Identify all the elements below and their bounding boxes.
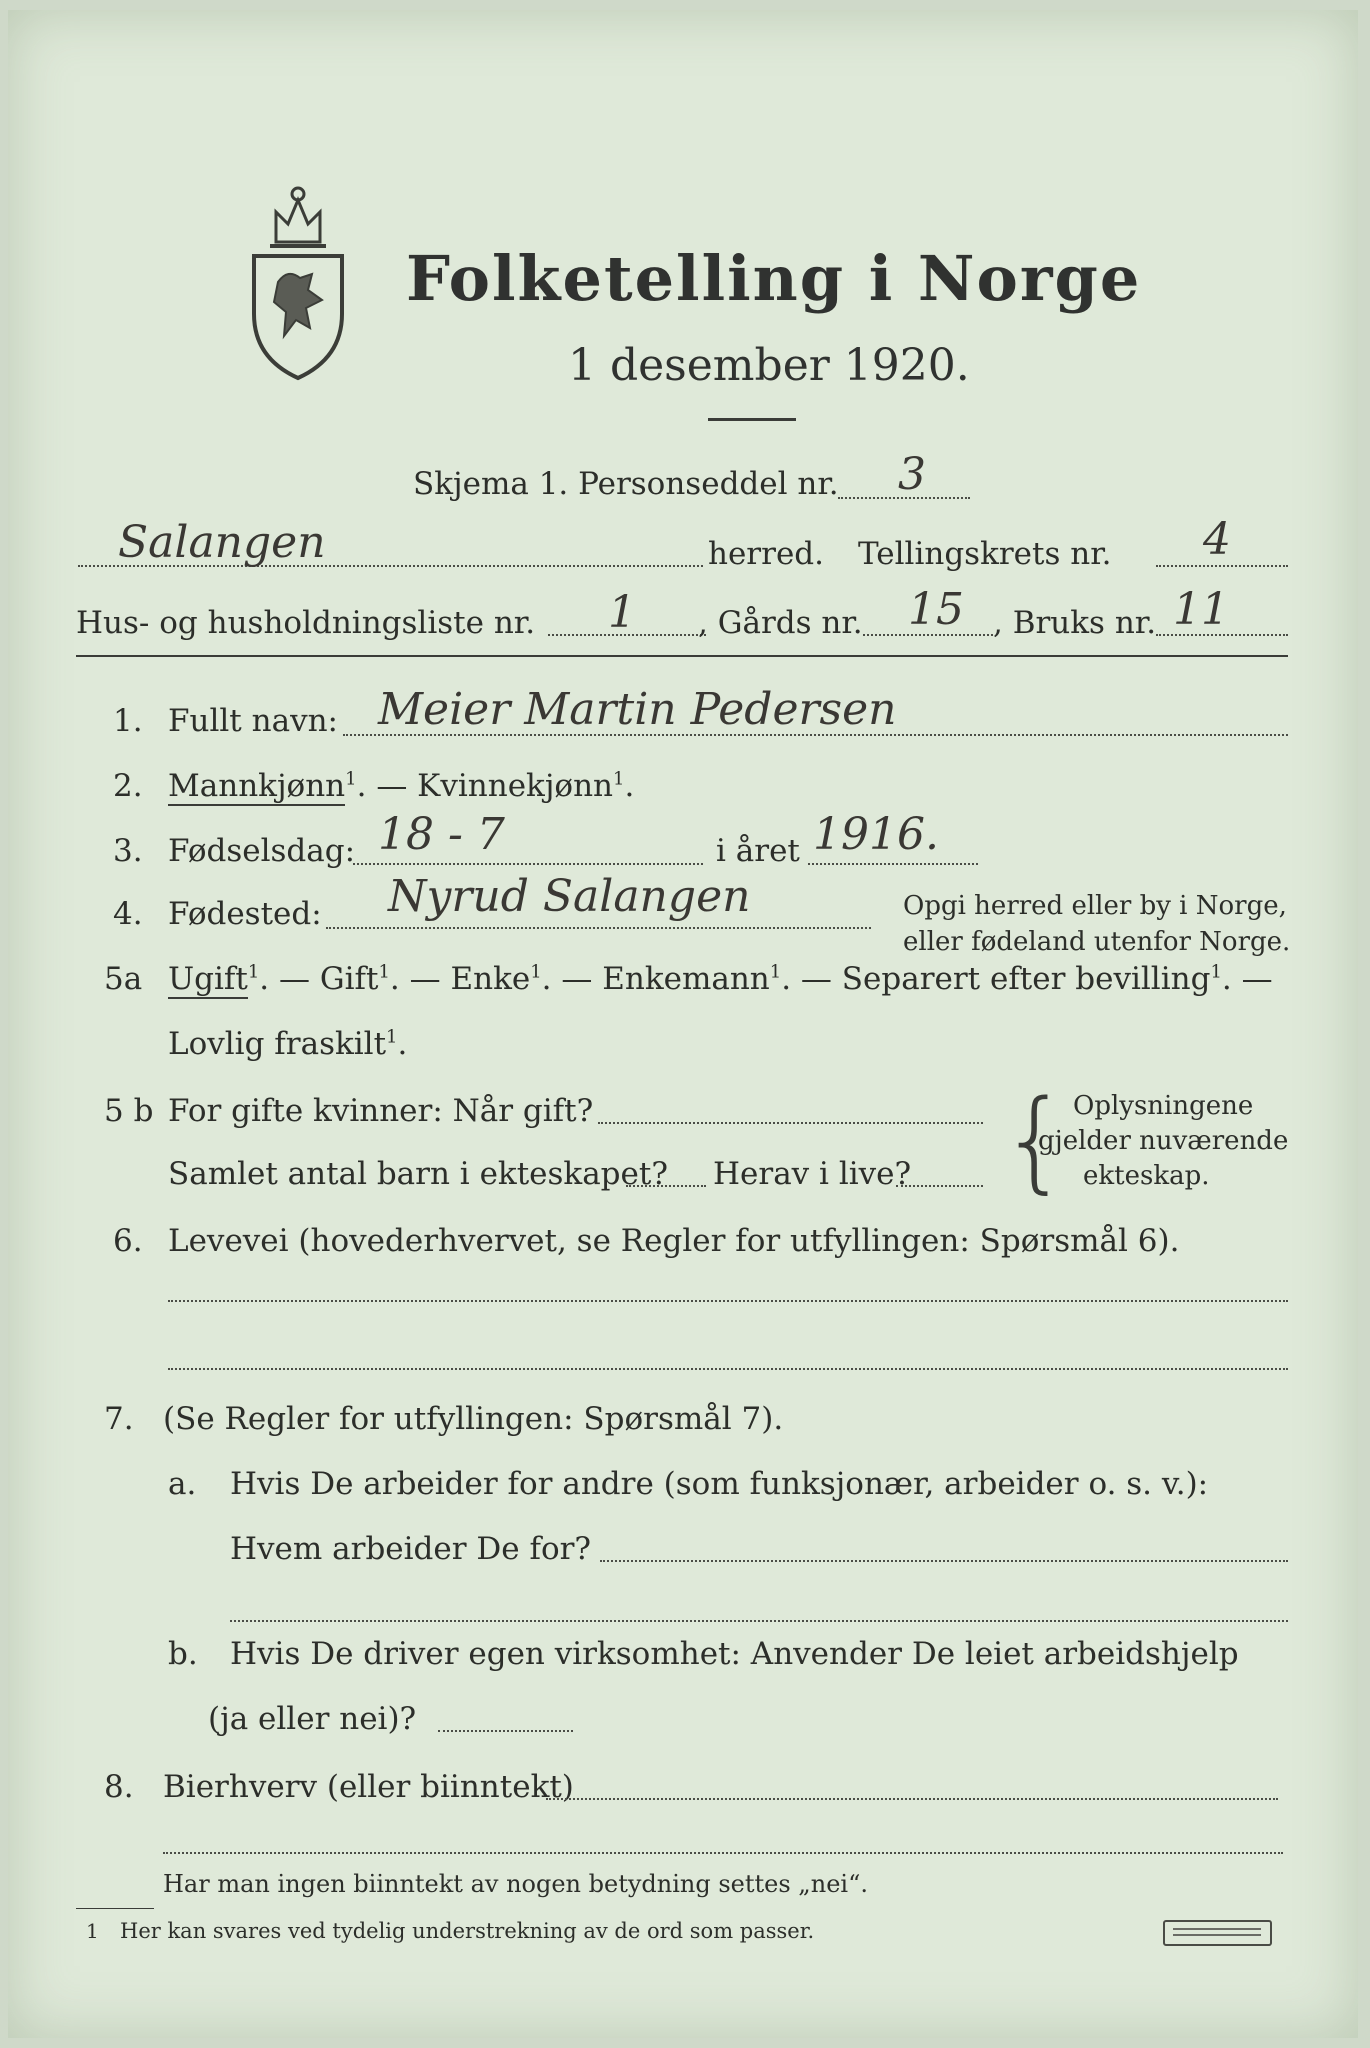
q1-number: 1. [113, 703, 143, 739]
form-subtitle: 1 desember 1920. [568, 340, 970, 391]
birth-year-value[interactable]: 1916. [813, 809, 939, 860]
q4-note-2: eller fødeland utenfor Norge. [903, 927, 1291, 957]
q7-number: 7. [104, 1401, 134, 1437]
q3-year-line [808, 863, 978, 865]
schema-number-value[interactable]: 3 [898, 449, 926, 500]
q7a-line-2 [230, 1620, 1288, 1622]
q8-label: Bierhverv (eller biinntekt) [163, 1769, 574, 1805]
form-title: Folketelling i Norge [406, 242, 1142, 315]
q1-label: Fullt navn: [168, 703, 338, 739]
q5b-married-line [598, 1122, 983, 1124]
q5b-note-1: Oplysningene [1073, 1091, 1254, 1121]
gards-label: , Gårds nr. [698, 605, 863, 641]
q8-line-1 [546, 1798, 1278, 1800]
hus-label: Hus- og husholdningsliste nr. [76, 605, 536, 641]
q3-field-line [353, 863, 703, 865]
q7a-number: a. [168, 1466, 197, 1502]
q4-note-1: Opgi herred eller by i Norge, [903, 891, 1287, 921]
tellingskrets-field-line [1156, 565, 1288, 567]
q7-label: (Se Regler for utfyllingen: Spørsmål 7). [163, 1401, 784, 1437]
q8-line-2 [163, 1852, 1283, 1854]
biinntekt-note: Har man ingen biinntekt av nogen betydning settes „nei“. [163, 1870, 868, 1898]
q6-number: 6. [113, 1223, 143, 1259]
birthplace-value[interactable]: Nyrud Salangen [388, 871, 751, 922]
q7b-label-2: (ja eller nei)? [208, 1701, 417, 1737]
q4-label: Fødested: [168, 896, 322, 932]
q5b-alive-line [896, 1185, 983, 1187]
q7a-line-1 [600, 1560, 1288, 1562]
q5a-line2[interactable]: Lovlig fraskilt$^1$. [168, 1026, 408, 1062]
title-divider [708, 418, 796, 421]
footnote-rule [76, 1908, 154, 1909]
coat-of-arms-icon [236, 182, 360, 382]
q7b-line [438, 1730, 573, 1732]
q6-label: Levevei (hovederhvervet, se Regler for utfyllingen: Spørsmål 6). [168, 1223, 1180, 1259]
gards-value[interactable]: 15 [908, 584, 964, 635]
q4-field-line [326, 927, 871, 929]
q3-year-label: i året [716, 833, 800, 869]
q7a-label: Hvis De arbeider for andre (som funksjonær, arbeider o. s. v.): [230, 1466, 1209, 1502]
q6-line-2 [168, 1368, 1288, 1370]
herred-label: herred. [708, 536, 824, 572]
q8-number: 8. [104, 1769, 134, 1805]
tellingskrets-value[interactable]: 4 [1203, 514, 1231, 565]
q5b-label: For gifte kvinner: Når gift? [168, 1093, 594, 1129]
q4-number: 4. [113, 896, 143, 932]
q5b-alive-label: Herav i live? [713, 1156, 912, 1192]
q7b-label: Hvis De driver egen virksomhet: Anvender De leiet arbeidshjelp [230, 1636, 1239, 1672]
census-form [8, 10, 1358, 2038]
q2-options: Mannkjønn$^1$. — Kvinnekjønn$^1$. [168, 768, 635, 804]
footnote-text: Her kan svares ved tydelig understrekning av de ord som passer. [120, 1919, 815, 1943]
q7a-label-2: Hvem arbeider De for? [230, 1531, 592, 1567]
schema-label: Skjema 1. Personseddel nr. [413, 466, 839, 502]
hus-value[interactable]: 1 [608, 587, 636, 638]
q5b-children-label: Samlet antal barn i ekteskapet? [168, 1156, 668, 1192]
q3-number: 3. [113, 833, 143, 869]
q5b-note-2: gjelder nuværende [1038, 1126, 1289, 1156]
q2-number: 2. [113, 768, 143, 804]
q2-female-option[interactable]: Kvinnekjønn [417, 768, 614, 804]
herred-value[interactable]: Salangen [118, 517, 326, 568]
q3-label: Fødselsdag: [168, 833, 356, 869]
header-separator [76, 655, 1288, 657]
q5b-number: 5 b [104, 1093, 154, 1129]
q5a-ugift-option[interactable]: Ugift [168, 961, 248, 997]
birth-date-value[interactable]: 18 - 7 [378, 809, 505, 860]
q5b-brace: { [1000, 1076, 1070, 1204]
footnote-mark: 1 [86, 1919, 99, 1943]
q5b-children-line [626, 1185, 706, 1187]
q5a-number: 5a [104, 961, 143, 997]
q5a-options: Ugift$^1$. — Gift$^1$. — Enke$^1$. — Enkemann$^1$. — Separert efter bevilling$^1$. — [168, 961, 1273, 997]
q6-line-1 [168, 1300, 1288, 1302]
full-name-value[interactable]: Meier Martin Pedersen [378, 684, 897, 735]
tellingskrets-label: Tellingskrets nr. [858, 536, 1112, 572]
printer-stamp [1163, 1920, 1272, 1946]
bruks-value[interactable]: 11 [1173, 584, 1229, 635]
q5b-note-3: ekteskap. [1083, 1161, 1210, 1191]
q7b-number: b. [168, 1636, 198, 1672]
bruks-label: , Bruks nr. [993, 605, 1157, 641]
q2-male-option[interactable]: Mannkjønn [168, 768, 346, 804]
